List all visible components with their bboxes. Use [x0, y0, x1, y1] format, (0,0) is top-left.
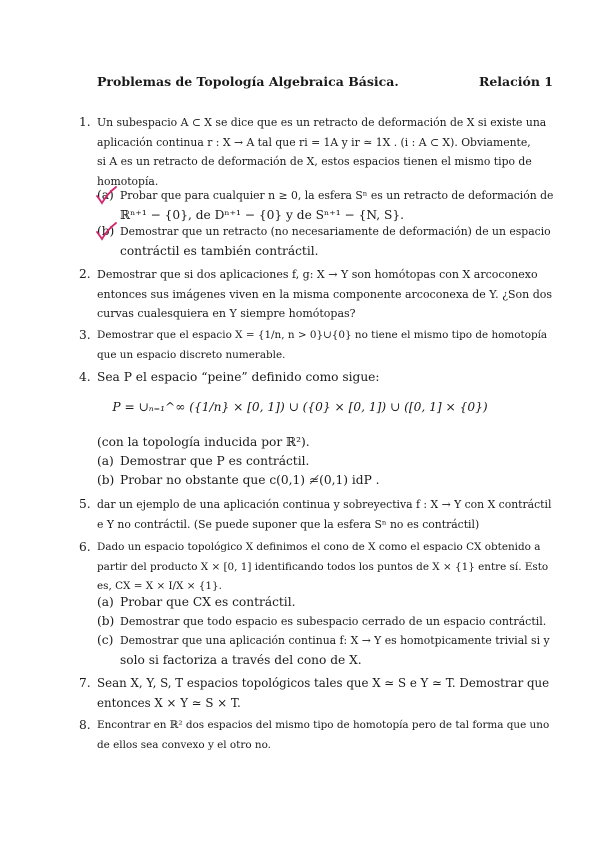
problem-4-text	[97, 368, 553, 388]
subitem-label: (a)	[97, 188, 114, 202]
text-line: contráctil es también contráctil.	[120, 243, 319, 258]
subitem-label: (a)	[97, 595, 114, 609]
text-line: homotopía.	[97, 174, 159, 188]
subitem-text	[120, 631, 553, 670]
text-line: Demostrar que el espacio X = {1/n, n > 0}∪{0} no tiene el mismo tipo de homotopía	[97, 329, 548, 341]
page-title: Problemas de Topología Algebraica Básica.	[97, 74, 399, 89]
problem-2-text	[97, 265, 553, 324]
subitem-label: (b)	[97, 473, 115, 487]
problem-1-text	[97, 113, 553, 191]
text-line: entonces sus imágenes viven en la misma componente arcoconexa de Y. ¿Son dos	[97, 287, 553, 301]
text-line: es, CX = X × I/X × {1}.	[97, 580, 222, 592]
text-line: Dado un espacio topológico X definimos el cono de X como el espacio CX obtenido a	[97, 541, 541, 553]
text-line: curvas cualesquiera en Y siempre homótopas?	[97, 307, 356, 320]
text-line: si A es un retracto de deformación de X, estos espacios tienen el mismo tipo de	[97, 155, 532, 168]
text-line: dar un ejemplo de una aplicación continua y sobreyectiva f : X → Y con X contráctil	[97, 498, 552, 511]
text-line: entonces X × Y ≃ S × T.	[97, 695, 241, 710]
text-line: Demostrar que un retracto (no necesariamente de deformación) de un espacio	[120, 225, 551, 238]
text-line: Probar que CX es contráctil.	[120, 595, 296, 609]
text-line: Probar que para cualquier n ≥ 0, la esfera Sⁿ es un retracto de deformación de	[120, 189, 554, 202]
subitem-label: (b)	[97, 224, 115, 238]
subitem-text	[120, 452, 553, 472]
text-line: que un espacio discreto numerable.	[97, 348, 286, 361]
text-line: Demostrar que todo espacio es subespacio cerrado de un espacio contráctil.	[120, 615, 547, 628]
problem-number: 3.	[79, 328, 91, 342]
problem-number: 4.	[79, 370, 91, 384]
problem-number: 7.	[79, 676, 91, 690]
subitem-text	[120, 593, 553, 613]
text-line: Demostrar que una aplicación continua f: X → Y es homotpicamente trivial si y	[120, 634, 550, 647]
subitem-text	[120, 186, 553, 225]
subitem-label: (a)	[97, 454, 114, 468]
text-line: Encontrar en ℝ² dos espacios del mismo tipo de homotopía pero de tal forma que uno	[97, 719, 550, 731]
problem-number: 2.	[79, 267, 91, 281]
problem-4-note: (con la topología inducida por ℝ²).	[97, 435, 310, 449]
check-mark-icon	[94, 184, 120, 208]
relation-label: Relación 1	[478, 74, 553, 89]
subitem-text	[120, 471, 553, 491]
text-line: Sea P el espacio “peine” definido como sigue:	[97, 370, 380, 384]
text-line: Demostrar que P es contráctil.	[120, 454, 310, 468]
problem-number: 5.	[79, 497, 91, 511]
problem-3-text	[97, 326, 553, 365]
subitem-label: (c)	[97, 633, 114, 647]
text-line: Sean X, Y, S, T espacios topológicos tales que X ≃ S e Y ≃ T. Demostrar que	[97, 676, 550, 690]
text-line: e Y no contráctil. (Se puede suponer que la esfera Sⁿ no es contráctil)	[97, 517, 480, 531]
check-mark-icon	[94, 220, 120, 244]
problem-number: 1.	[79, 115, 91, 129]
subitem-text	[120, 222, 553, 261]
problem-6-text	[97, 538, 553, 597]
text-line: aplicación continua r : X → A tal que ri = 1A y ir ≃ 1X . (i : A ⊂ X). Obviamente,	[97, 135, 531, 149]
problem-8-text	[97, 716, 553, 755]
subitem-text	[120, 612, 553, 632]
problem-number: 6.	[79, 540, 91, 554]
text-line: Probar no obstante que c(0,1) ≄(0,1) idP .	[120, 473, 380, 487]
problem-number: 8.	[79, 718, 91, 732]
comb-space-formula: P = ∪ₙ₌₁^∞ ({1/n} × [0, 1]) ∪ ({0} × [0, 1]) ∪ ([0, 1] × {0})	[112, 400, 488, 414]
text-line: solo si factoriza a través del cono de X.	[120, 652, 362, 667]
page-header	[97, 74, 553, 89]
text-line: partir del producto X × [0, 1] identificando todos los puntos de X × {1} entre sí. Esto	[97, 560, 549, 573]
problem-7-text	[97, 674, 553, 713]
problem-5-text	[97, 495, 553, 534]
text-line: Un subespacio A ⊂ X se dice que es un retracto de deformación de X si existe una	[97, 116, 547, 129]
subitem-label: (b)	[97, 614, 115, 628]
text-line: ℝⁿ⁺¹ − {0}, de Dⁿ⁺¹ − {0} y de Sⁿ⁺¹ − {N, S}.	[120, 207, 404, 222]
text-line: de ellos sea convexo y el otro no.	[97, 738, 271, 751]
text-line: Demostrar que si dos aplicaciones f, g: X → Y son homótopas con X arcoconexo	[97, 268, 538, 281]
